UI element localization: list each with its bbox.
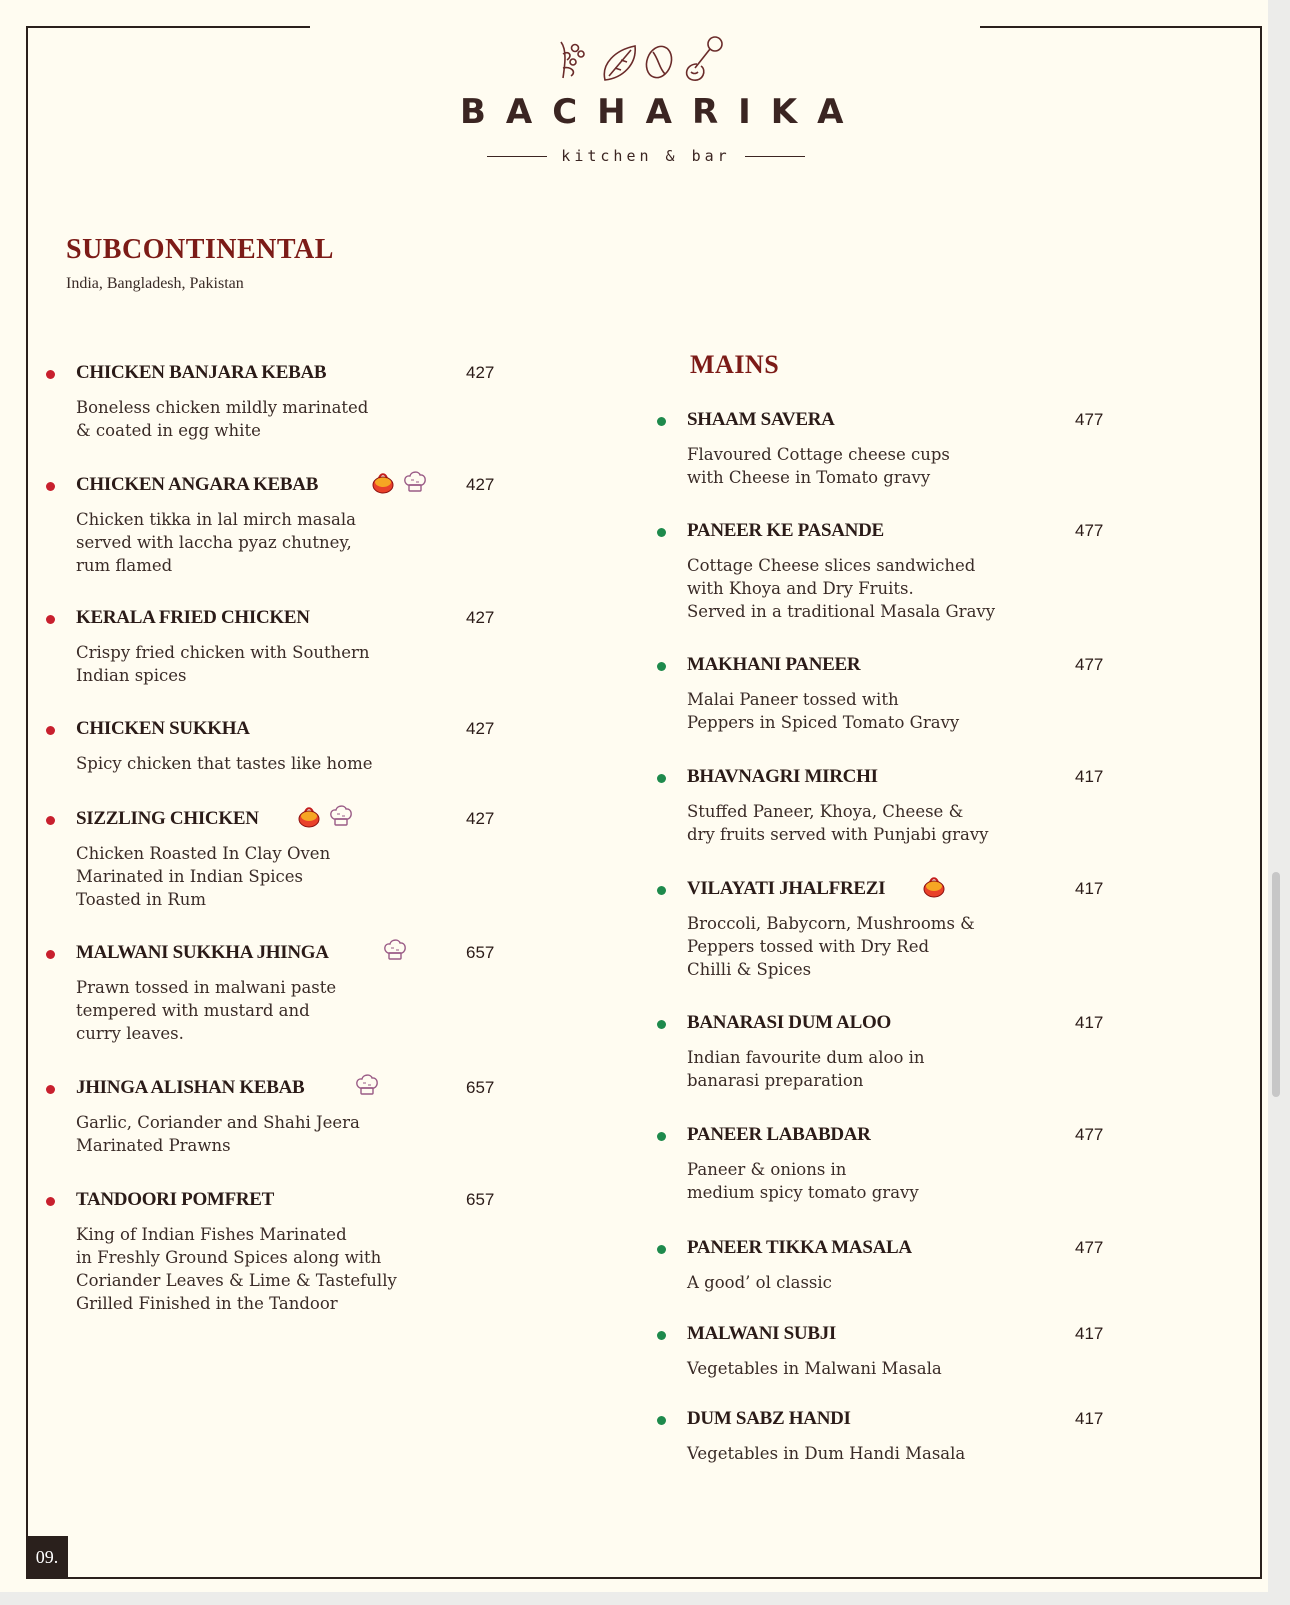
menu-item (657, 654, 1117, 732)
item-description-line: Marinated Prawns (76, 1136, 231, 1155)
item-icons (354, 1072, 380, 1098)
item-description-line: Spicy chicken that tastes like home (76, 754, 373, 773)
item-description-line: in Freshly Ground Spices along with (76, 1248, 382, 1267)
page-number: 09. (26, 1536, 68, 1578)
item-description-line: Chicken tikka in lal mirch masala (76, 510, 357, 529)
item-description-line: served with laccha pyaz chutney, (76, 533, 352, 552)
item-name: SHAAM SAVERA (687, 409, 835, 430)
item-description (76, 1223, 436, 1315)
menu-item (46, 1077, 506, 1155)
item-description-line: Crispy fried chicken with Southern (76, 643, 370, 662)
item-description (76, 1111, 436, 1157)
item-price: 477 (1075, 521, 1104, 540)
item-marker-dot (657, 774, 666, 783)
menu-item (46, 942, 506, 1043)
scrollbar-thumb[interactable] (1272, 872, 1280, 1097)
item-marker-dot (657, 1020, 666, 1029)
item-description-line: medium spicy tomato gravy (687, 1183, 919, 1202)
item-description (687, 1271, 1047, 1294)
item-description-line: with Cheese in Tomato gravy (687, 468, 931, 487)
item-price: 657 (466, 943, 495, 962)
item-name: PANEER LABABDAR (687, 1124, 871, 1145)
item-description (687, 443, 1047, 489)
item-marker-dot (46, 1085, 55, 1094)
item-description-line: Prawn tossed in malwani paste (76, 978, 337, 997)
frame-border (1260, 26, 1262, 1579)
spicy-icon (370, 469, 396, 495)
item-marker-dot (657, 528, 666, 537)
item-description-line: Marinated in Indian Spices (76, 867, 304, 886)
menu-item (46, 362, 506, 440)
item-marker-dot (657, 1331, 666, 1340)
item-description-line: curry leaves. (76, 1024, 184, 1043)
item-description (76, 752, 436, 775)
item-marker-dot (46, 1197, 55, 1206)
item-icons (921, 873, 947, 899)
item-description-line: Broccoli, Babycorn, Mushrooms & (687, 914, 975, 933)
menu-item (657, 878, 1117, 979)
item-description (687, 800, 1047, 846)
item-description (76, 396, 436, 442)
item-description-line: Vegetables in Malwani Masala (687, 1359, 942, 1378)
mains-title: MAINS (690, 350, 780, 379)
menu-item (657, 1408, 1117, 1463)
tagline-rule (487, 156, 547, 157)
item-description-line: banarasi preparation (687, 1071, 864, 1090)
item-description-line: Peppers in Spiced Tomato Gravy (687, 713, 960, 732)
item-price: 417 (1075, 879, 1104, 898)
frame-border (26, 1577, 1262, 1579)
item-description-line: Coriander Leaves & Lime & Tastefully (76, 1271, 397, 1290)
spicy-icon (921, 873, 947, 899)
item-description (76, 508, 436, 577)
item-price: 477 (1075, 1238, 1104, 1257)
item-marker-dot (46, 370, 55, 379)
item-name: MALWANI SUBJI (687, 1323, 837, 1344)
item-description-line: dry fruits served with Punjabi gravy (687, 825, 989, 844)
item-marker-dot (46, 726, 55, 735)
item-description-line: Flavoured Cottage cheese cups (687, 445, 950, 464)
item-price: 427 (466, 475, 495, 494)
chef-special-icon (354, 1072, 380, 1098)
item-icons (296, 803, 354, 829)
tagline-text: kitchen & bar (561, 147, 731, 165)
item-description-line: Malai Paneer tossed with (687, 690, 899, 709)
item-price: 477 (1075, 1125, 1104, 1144)
item-price: 427 (466, 363, 495, 382)
item-price: 477 (1075, 410, 1104, 429)
item-description (687, 1442, 1047, 1465)
item-marker-dot (46, 816, 55, 825)
item-description (76, 641, 436, 687)
item-price: 417 (1075, 767, 1104, 786)
section-subtitle: India, Bangladesh, Pakistan (66, 275, 244, 292)
brand-tagline (476, 146, 816, 166)
item-price: 417 (1075, 1324, 1104, 1343)
item-description (687, 554, 1047, 623)
item-icons (382, 937, 408, 963)
item-description-line: Vegetables in Dum Handi Masala (687, 1444, 966, 1463)
item-name: BHAVNAGRI MIRCHI (687, 766, 878, 787)
item-description-line: tempered with mustard and (76, 1001, 310, 1020)
chef-special-icon (382, 937, 408, 963)
item-price: 417 (1075, 1409, 1104, 1428)
section-title: SUBCONTINENTAL (66, 234, 334, 265)
frame-border (980, 26, 1262, 28)
menu-item (657, 766, 1117, 844)
item-description (687, 1046, 1047, 1092)
menu-item (46, 1189, 506, 1313)
item-name: TANDOORI POMFRET (76, 1189, 275, 1210)
item-description-line: Chicken Roasted In Clay Oven (76, 844, 331, 863)
item-name: KERALA FRIED CHICKEN (76, 607, 310, 628)
item-description-line: Indian favourite dum aloo in (687, 1048, 925, 1067)
item-icons (370, 469, 428, 495)
item-description-line: & coated in egg white (76, 421, 261, 440)
item-name: PANEER KE PASANDE (687, 520, 884, 541)
item-description (687, 1158, 1047, 1204)
item-name: JHINGA ALISHAN KEBAB (76, 1077, 305, 1098)
item-marker-dot (657, 1245, 666, 1254)
item-marker-dot (657, 886, 666, 895)
item-description-line: with Khoya and Dry Fruits. (687, 579, 914, 598)
menu-item (46, 607, 506, 685)
menu-item (657, 1012, 1117, 1090)
item-description-line: Chilli & Spices (687, 960, 812, 979)
item-description-line: Served in a traditional Masala Gravy (687, 602, 996, 621)
item-name: VILAYATI JHALFREZI (687, 878, 886, 899)
logo-herbs-icon (555, 34, 735, 84)
item-description-line: Stuffed Paneer, Khoya, Cheese & (687, 802, 964, 821)
item-name: CHICKEN BANJARA KEBAB (76, 362, 327, 383)
item-name: MAKHANI PANEER (687, 654, 861, 675)
frame-border (26, 26, 310, 28)
item-description-line: Toasted in Rum (76, 890, 207, 909)
item-description-line: Peppers tossed with Dry Red (687, 937, 930, 956)
spicy-icon (296, 803, 322, 829)
item-description-line: Cottage Cheese slices sandwiched (687, 556, 976, 575)
item-description-line: Grilled Finished in the Tandoor (76, 1294, 338, 1313)
item-marker-dot (657, 417, 666, 426)
item-price: 657 (466, 1078, 495, 1097)
chef-special-icon (328, 803, 354, 829)
menu-item (657, 520, 1117, 621)
tagline-rule (745, 156, 805, 157)
item-description (687, 1357, 1047, 1380)
item-name: SIZZLING CHICKEN (76, 808, 259, 829)
item-description-line: rum flamed (76, 556, 173, 575)
menu-item (657, 1124, 1117, 1202)
item-price: 427 (466, 608, 495, 627)
item-name: BANARASI DUM ALOO (687, 1012, 891, 1033)
item-description (687, 912, 1047, 981)
menu-item (657, 409, 1117, 487)
item-price: 477 (1075, 655, 1104, 674)
menu-item (657, 1237, 1117, 1292)
item-description-line: Paneer & onions in (687, 1160, 847, 1179)
frame-border (26, 26, 28, 1579)
item-marker-dot (46, 615, 55, 624)
item-marker-dot (46, 950, 55, 959)
chef-special-icon (402, 469, 428, 495)
item-price: 417 (1075, 1013, 1104, 1032)
item-price: 657 (466, 1190, 495, 1209)
menu-item (657, 1323, 1117, 1378)
item-description-line: Indian spices (76, 666, 187, 685)
item-marker-dot (46, 482, 55, 491)
item-description-line: A good’ ol classic (687, 1273, 832, 1292)
item-description (76, 842, 436, 911)
item-description-line: Garlic, Coriander and Shahi Jeera (76, 1113, 360, 1132)
item-name: PANEER TIKKA MASALA (687, 1237, 912, 1258)
menu-item (46, 474, 506, 575)
item-name: CHICKEN ANGARA KEBAB (76, 474, 319, 495)
item-marker-dot (657, 1416, 666, 1425)
item-price: 427 (466, 719, 495, 738)
item-description (76, 976, 436, 1045)
item-description (687, 688, 1047, 734)
brand-name: BACHARIKA (460, 92, 864, 132)
item-marker-dot (657, 1132, 666, 1141)
item-name: CHICKEN SUKKHA (76, 718, 250, 739)
item-description-line: King of Indian Fishes Marinated (76, 1225, 347, 1244)
item-marker-dot (657, 662, 666, 671)
item-name: DUM SABZ HANDI (687, 1408, 851, 1429)
item-price: 427 (466, 809, 495, 828)
item-description-line: Boneless chicken mildly marinated (76, 398, 369, 417)
menu-item (46, 808, 506, 909)
menu-item (46, 718, 506, 773)
item-name: MALWANI SUKKHA JHINGA (76, 942, 329, 963)
